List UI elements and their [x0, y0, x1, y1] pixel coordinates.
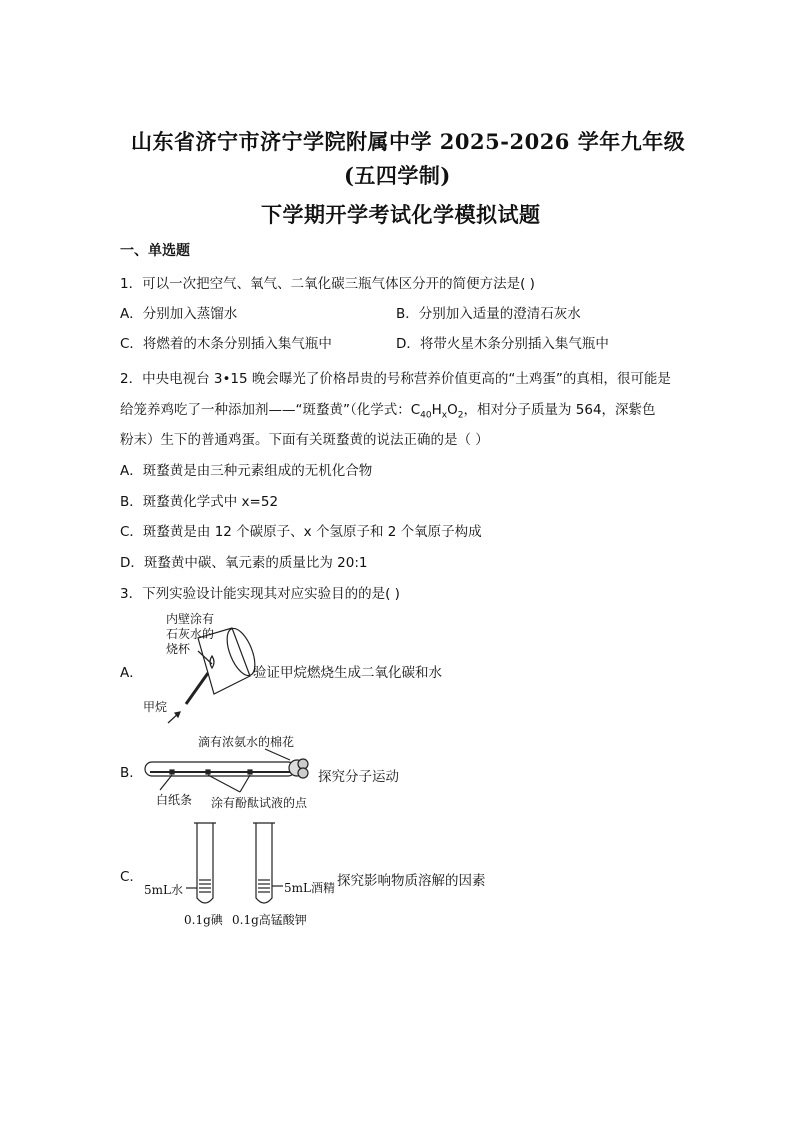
page-title-line3: 下学期开学考试化学模拟试题: [261, 202, 541, 227]
iodine-label: 0.1g碘: [184, 913, 223, 927]
question-1-option-b: B．分别加入适量的澄清石灰水: [396, 306, 581, 322]
methane-label: 甲烷: [143, 700, 168, 714]
question-1-option-d: D．将带火星木条分别插入集气瓶中: [396, 336, 609, 352]
formula-h: H: [431, 402, 442, 418]
question-1-stem: 1．可以一次把空气、氧气、二氧化碳三瓶气体区分开的简便方法是( ): [120, 276, 535, 292]
page-title-line2: (五四学制): [344, 163, 451, 188]
potassium-permanganate-label: 0.1g高锰酸钾: [232, 913, 307, 927]
page-title-line1: 山东省济宁市济宁学院附属中学 2025-2026 学年九年级: [131, 129, 686, 154]
question-2-line1: 2．中央电视台 3•15 晚会曝光了价格昂贵的号称营养价值更高的“土鸡蛋”的真相，很可能是: [120, 371, 671, 387]
question-1-option-c: C．将燃着的木条分别插入集气瓶中: [120, 336, 332, 352]
question-2-line3: 粉末）生下的普通鸡蛋。下面有关斑蝥黄的说法正确的是（ ）: [120, 432, 489, 448]
question-2-option-c: C．斑蝥黄是由 12 个碳原子、x 个氢原子和 2 个氧原子构成: [120, 524, 482, 540]
cotton-label: 滴有浓氨水的棉花: [198, 735, 295, 749]
question-2-line2-pre: 给笼养鸡吃了一种添加剂——“斑蝥黄”（化学式：C: [120, 402, 421, 418]
question-2-line2-post: ，相对分子质量为 564，深紫色: [463, 402, 656, 418]
formula-o: O: [447, 402, 458, 418]
figure-c-test-tubes: [186, 823, 283, 903]
question-1-option-a: A．分别加入蒸馏水: [120, 306, 238, 322]
formula-sub-40: 40: [420, 410, 432, 421]
water-label: 5mL水: [144, 883, 183, 897]
paper-strip-label: 白纸条: [156, 793, 193, 807]
question-2-option-d: D．斑蝥黄中碳、氧元素的质量比为 20:1: [120, 555, 368, 571]
figure-b-tube: [145, 749, 308, 792]
beaker-note-line2: 石灰水的: [166, 627, 215, 641]
option-c-label: C.: [120, 869, 134, 885]
option-b-purpose: 探究分子运动: [318, 769, 399, 785]
phenolphthalein-dots-label: 涂有酚酞试液的点: [211, 796, 308, 810]
question-2-option-a: A．斑蝥黄是由三种元素组成的无机化合物: [120, 463, 373, 479]
question-2-option-b: B．斑蝥黄化学式中 x=52: [120, 494, 279, 510]
formula-sub-x: x: [441, 410, 448, 421]
beaker-note-line1: 内壁涂有: [166, 612, 215, 626]
option-a-label: A．: [120, 665, 143, 681]
question-3-stem: 3．下列实验设计能实现其对应实验目的的是( ): [120, 586, 400, 602]
formula-sub-2: 2: [457, 410, 464, 421]
alcohol-label: 5mL酒精: [284, 881, 335, 895]
beaker-note-line3: 烧杯: [166, 642, 191, 656]
option-a-purpose: 验证甲烷燃烧生成二氧化碳和水: [253, 665, 442, 681]
option-b-label: B.: [120, 765, 134, 781]
option-c-purpose: 探究影响物质溶解的因素: [337, 873, 486, 889]
section-heading: 一、单选题: [120, 243, 190, 259]
